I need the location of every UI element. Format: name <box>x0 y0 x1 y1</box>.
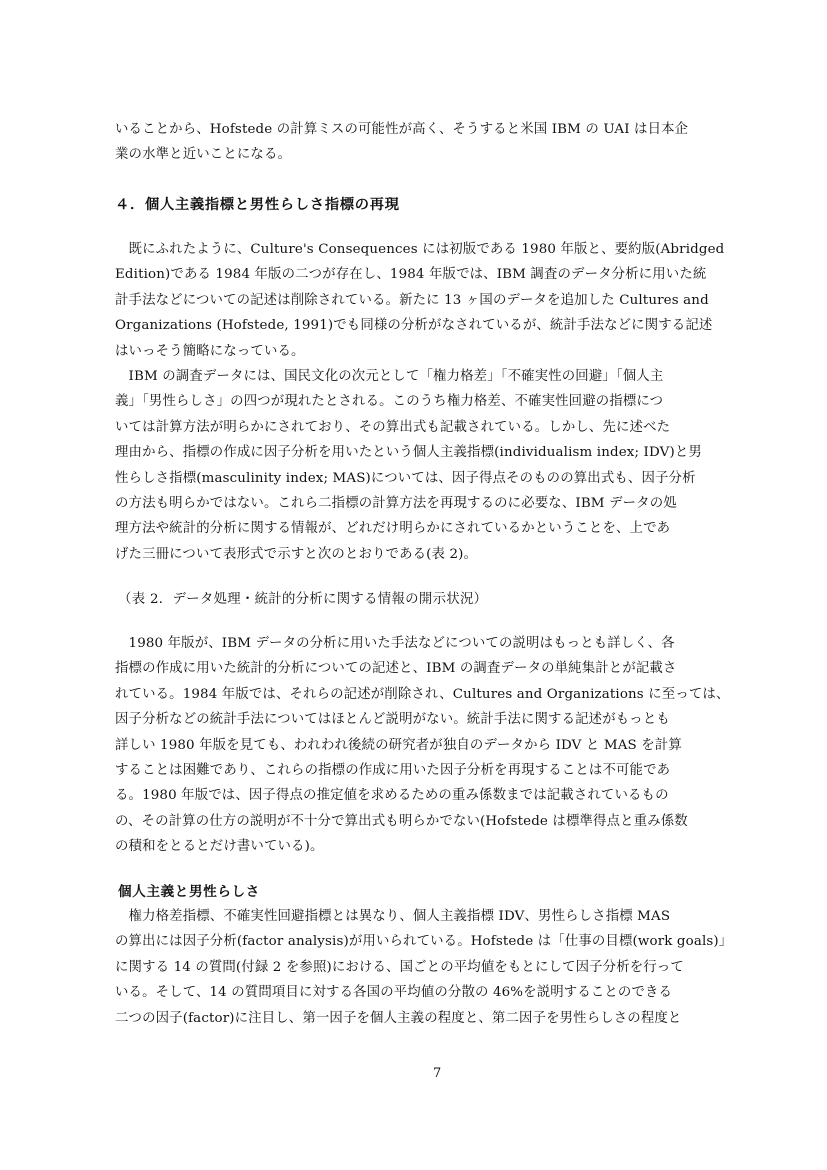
text-line: る。1980 年版では、因子得点の推定値を求めるための重み係数までは記載されているもの <box>115 788 669 804</box>
text-line: いては計算方法が明らかにされており、その算出式も記載されている。しかし、先に述べた <box>115 419 671 435</box>
text-line: 業の水準と近いことになる。 <box>115 147 292 163</box>
subsection-heading: 個人主義と男性らしさ <box>118 884 260 900</box>
paragraph-ibm-data <box>115 364 755 567</box>
text-line: の方法も明らかではない。これら二指標の計算方法を再現するのに必要な、IBM データの処 <box>115 496 677 512</box>
text-line: いることから、Hofstede の計算ミスの可能性が高く、そうすると米国 IBM の UAI は日本企 <box>115 122 689 137</box>
text-line: 指標の作成に用いた統計的分析についての記述と、IBM の調査データの単純集計とが記載さ <box>115 661 677 677</box>
section-heading: ４．個人主義指標と男性らしさ指標の再現 <box>115 197 400 213</box>
text-line: 権力格差指標、不確実性回避指標とは異なり、個人主義指標 IDV、男性らしさ指標 MAS <box>115 909 671 924</box>
text-line: IBM の調査データには、国民文化の次元として「権力格差」「不確実性の回避」「個人主 <box>115 369 664 384</box>
text-line: の積和をとるとだけ書いている)。 <box>115 839 324 855</box>
text-line: することは困難であり、これらの指標の作成に用いた因子分析を再現することは不可能であ <box>115 763 671 779</box>
text-line: に関する 14 の質問(付録 2 を参照)における、国ごとの平均値をもとにして因子分析を行って <box>115 959 684 975</box>
paragraph-culture-consequences <box>115 237 755 364</box>
text-line: はいっそう簡略になっている。 <box>115 343 305 359</box>
paragraph-1980-edition <box>115 631 755 860</box>
text-line: 義」「男性らしさ」の四つが現れたとされる。このうち権力格差、不確実性回避の指標につ <box>115 394 664 410</box>
text-line: 計手法などについての記述は削除されている。新たに 13 ヶ国のデータを追加した Cultures and <box>115 292 709 308</box>
text-line: 二つの因子(factor)に注目し、第一因子を個人主義の程度と、第二因子を男性らしさの程度と <box>115 1010 682 1026</box>
text-line: 1980 年版が、IBM データの分析に用いた手法などについての説明はもっとも詳しく、各 <box>115 636 675 651</box>
table-caption: （表 2．データ処理・統計的分析に関する情報の開示状況） <box>118 592 488 607</box>
text-line: いる。そして、14 の質問項目に対する各国の平均値の分散の 46%を説明することのできる <box>115 985 673 1001</box>
text-line: 詳しい 1980 年版を見ても、われわれ後続の研究者が独自のデータから IDV と MAS を計算 <box>115 737 682 753</box>
page-number: 7 <box>433 1066 442 1081</box>
text-line: 理方法や統計的分析に関する情報が、どれだけ明らかにされているかということを、上であ <box>115 521 671 537</box>
text-line: 既にふれたように、Culture's Consequences には初版である 1980 年版と、要約版(Abridged <box>115 242 725 257</box>
text-line: Edition)である 1984 年版の二つが存在し、1984 年版では、IBM 調査のデータ分析に用いた統 <box>115 267 707 283</box>
paragraph-factor-analysis <box>115 904 755 1031</box>
text-line: 因子分析などの統計手法についてはほとんど説明がない。統計手法に関する記述がもっとも <box>115 712 670 728</box>
text-line: の、その計算の仕方の説明が不十分で算出式も明らかでない(Hofstede は標準得点と重み係数 <box>115 813 688 829</box>
text-line: Organizations (Hofstede, 1991)でも同様の分析がなされているが、統計手法などに関する記述 <box>115 318 713 334</box>
text-line: の算出には因子分析(factor analysis)が用いられている。Hofstede は「仕事の目標(work goals)」 <box>115 934 733 950</box>
text-line: 性らしさ指標(masculinity index; MAS)については、因子得点そのものの算出式も、因子分析 <box>115 470 696 486</box>
text-line: れている。1984 年版では、それらの記述が削除され、Cultures and Organizations に至っては、 <box>115 686 730 702</box>
intro-paragraph <box>115 117 755 168</box>
text-line: 理由から、指標の作成に因子分析を用いたという個人主義指標(individualism index; IDV)と男 <box>115 445 702 461</box>
text-line: げた三冊について表形式で示すと次のとおりである(表 2)。 <box>115 546 478 562</box>
